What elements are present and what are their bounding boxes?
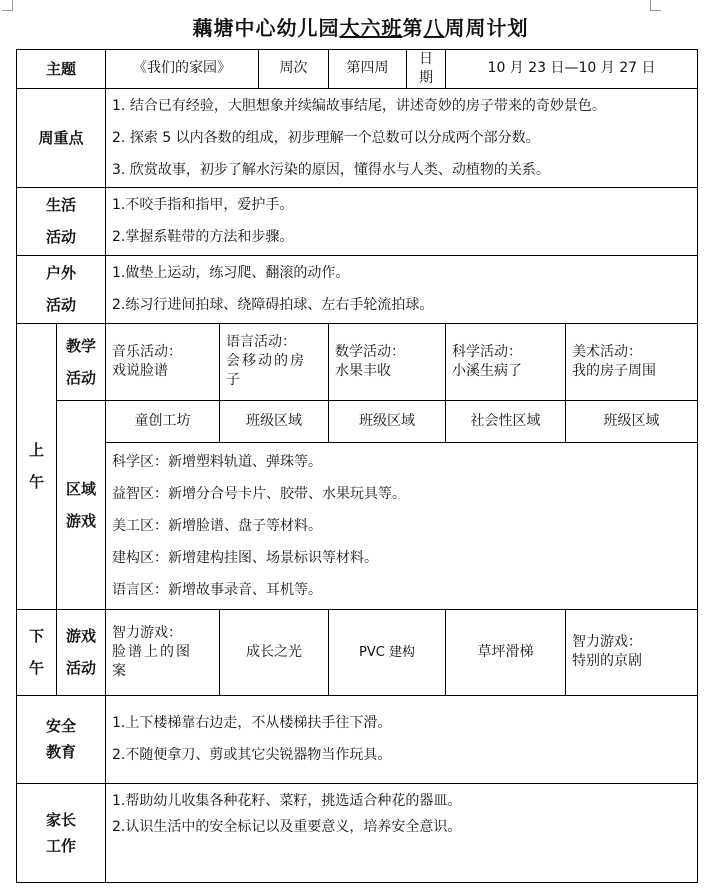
parents-item: 2.认识生活中的安全标记以及重要意义，培养安全意识。 (112, 818, 462, 835)
focus-row (17, 88, 698, 187)
teaching-cell (329, 323, 446, 400)
area-zones-row (17, 400, 698, 442)
life-label-line: 生活 (46, 196, 77, 215)
teaching-cell-line: 小溪生病了 (452, 362, 523, 379)
safety-item: 2.不随便拿刀、剪或其它尖锐器物当作玩具。 (112, 747, 392, 764)
parents-label (17, 783, 106, 882)
date-value: 10 月 23 日—10 月 27 日 (446, 50, 698, 89)
teaching-cell-line: 水果丰收 (335, 362, 392, 379)
area-zone: 班级区域 (220, 400, 329, 442)
game-label-line: 游戏 (66, 627, 97, 646)
afternoon-row (17, 609, 698, 695)
outdoor-label (17, 255, 106, 323)
life-item: 1.不咬手指和指甲，爱护手。 (112, 197, 294, 214)
life-row (17, 187, 698, 255)
afternoon-cell-line: 特别的京剧 (572, 653, 643, 670)
page-title (0, 12, 721, 41)
teaching-cell-line: 我的房子周围 (572, 362, 657, 379)
date-label: 日期 (407, 50, 446, 89)
teaching-label-line: 教学 (66, 336, 97, 355)
teaching-cell-line: 美术活动： (572, 343, 643, 360)
afternoon-cell (566, 609, 698, 695)
area-label (57, 400, 106, 609)
focus-item: 3. 欣赏故事，初步了解水污染的原因，懂得水与人类、动植物的关系。 (112, 161, 550, 178)
page-corner-mark-right (650, 0, 661, 11)
teaching-cell-line: 数学活动： (335, 343, 406, 360)
title-class-name: 大六班 (339, 16, 403, 40)
teaching-cell-line: 子 (226, 372, 241, 389)
afternoon-cell-line: 智力游戏： (572, 634, 643, 651)
morning-teaching-row (17, 323, 698, 400)
focus-item: 1. 结合已有经验，大胆想象并续编故事结尾，讲述奇妙的房子带来的奇妙景色。 (112, 97, 606, 114)
teaching-cell-line: 会移动的房 (226, 353, 307, 370)
teaching-cell-line: 科学活动： (452, 343, 523, 360)
week-value: 第四周 (329, 50, 407, 89)
area-item: 语言区：新增故事录音、耳机等。 (112, 581, 323, 598)
area-label-line: 区域 (66, 479, 97, 498)
focus-label: 周重点 (17, 88, 106, 187)
teaching-cell (220, 323, 329, 400)
safety-label (17, 695, 106, 783)
afternoon-cell: 草坪滑梯 (446, 609, 566, 695)
morning-label (17, 323, 57, 609)
page-corner-mark-left (2, 0, 13, 11)
game-label-line: 活动 (66, 659, 97, 678)
focus-item: 2. 探索 5 以内各数的组成，初步理解一个总数可以分成两个部分数。 (112, 129, 540, 146)
teaching-cell-line: 戏说脸谱 (112, 362, 169, 379)
life-label-line: 活动 (46, 228, 77, 247)
life-label (17, 187, 106, 255)
morning-label-line: 上 (28, 441, 44, 460)
parents-item: 1.帮助幼儿收集各种花籽、菜籽，挑选适合种花的器皿。 (112, 792, 462, 809)
afternoon-cell-line: 脸谱上的图 (112, 643, 193, 660)
area-items-row (17, 442, 698, 609)
teaching-label-line: 活动 (66, 368, 97, 387)
weekly-plan-table (16, 49, 698, 883)
life-content (106, 187, 698, 255)
morning-label-line: 午 (28, 473, 44, 492)
teaching-cell (566, 323, 698, 400)
afternoon-cell (106, 609, 220, 695)
theme-value: 《我们的家园》 (106, 50, 259, 89)
parents-label-line: 家长 (46, 810, 77, 829)
week-label: 周次 (259, 50, 329, 89)
afternoon-label-line: 下 (28, 627, 44, 646)
teaching-cell (106, 323, 220, 400)
title-prefix: 藕塘中心幼儿园 (192, 16, 340, 40)
afternoon-cell: PVC 建构 (329, 609, 446, 695)
area-zone: 班级区域 (329, 400, 446, 442)
outdoor-label-line: 活动 (46, 296, 77, 315)
area-label-line: 游戏 (66, 511, 97, 530)
parents-label-line: 工作 (46, 836, 77, 855)
outdoor-label-line: 户外 (46, 264, 77, 283)
afternoon-label-line: 午 (28, 659, 44, 678)
outdoor-item: 1.做垫上运动，练习爬、翻滚的动作。 (112, 265, 350, 282)
safety-item: 1.上下楼梯靠右边走，不从楼梯扶手往下滑。 (112, 715, 392, 732)
safety-row (17, 695, 698, 783)
area-item: 益智区：新增分合号卡片、胶带、水果玩具等。 (112, 485, 407, 502)
area-zone: 童创工坊 (106, 400, 220, 442)
area-items (106, 442, 698, 609)
game-label (57, 609, 106, 695)
teaching-label (57, 323, 106, 400)
area-zone: 班级区域 (566, 400, 698, 442)
area-item: 美工区：新增脸谱、盘子等材料。 (112, 517, 323, 534)
life-item: 2.掌握系鞋带的方法和步骤。 (112, 229, 294, 246)
area-item: 建构区：新增建构挂图、场景标识等材料。 (112, 549, 379, 566)
theme-label: 主题 (17, 50, 106, 89)
outdoor-row (17, 255, 698, 323)
parents-row (17, 783, 698, 882)
outdoor-content (106, 255, 698, 323)
safety-label-line: 教育 (46, 743, 77, 762)
outdoor-item: 2.练习行进间拍球、绕障碍拍球、左右手轮流拍球。 (112, 297, 434, 314)
afternoon-label (17, 609, 57, 695)
header-row (17, 50, 698, 89)
parents-content (106, 783, 698, 882)
title-suffix: 周周计划 (444, 16, 529, 40)
teaching-cell-line: 音乐活动： (112, 343, 183, 360)
afternoon-cell-line: 智力游戏： (112, 624, 183, 641)
teaching-cell-line: 语言活动： (226, 334, 297, 351)
teaching-cell (446, 323, 566, 400)
area-zone: 社会性区域 (446, 400, 566, 442)
area-item: 科学区：新增塑料轨道、弹珠等。 (112, 453, 323, 470)
safety-label-line: 安全 (46, 717, 77, 736)
safety-content (106, 695, 698, 783)
title-week-num: 八 (423, 16, 445, 40)
afternoon-cell-line: 案 (112, 662, 127, 679)
focus-content (106, 88, 698, 187)
title-mid: 第 (402, 16, 424, 40)
afternoon-cell: 成长之光 (220, 609, 329, 695)
